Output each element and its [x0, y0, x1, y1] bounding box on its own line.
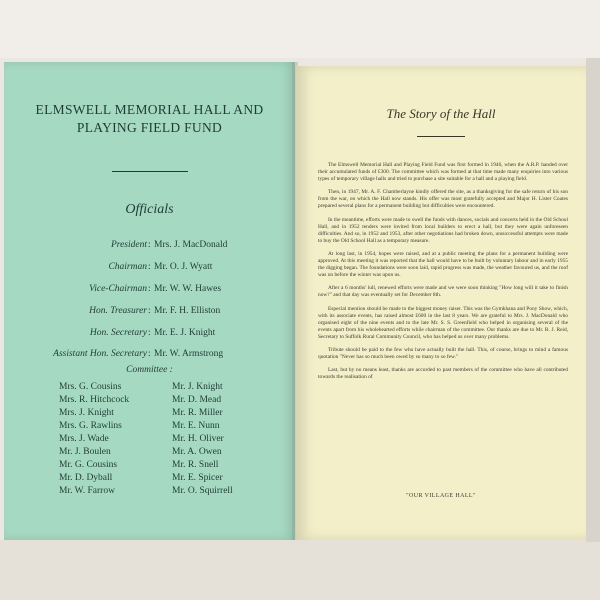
story-paragraph: After a 6 months' lull, renewed efforts were made and we were soon thinking "How long will it take to finish now?" and that day was eventually set for December 8th.: [318, 285, 568, 299]
committee-member: Mrs. R. Hitchcock: [59, 395, 130, 405]
story-paragraph: The Elmswell Memorial Hall and Playing Field Fund was first formed in 1946, when the A.R.P. handed over their accumulated funds of £300. The committee which was formed at that time made many enquiries into various types of temporary village halls and tried to purchase a site suitable for a hall and a playing field.: [318, 162, 568, 183]
story-paragraph: Last, but by no means least, thanks are accorded to past members of the committee who have all contributed towards the realisation of: [318, 367, 568, 381]
committee-member: Mr. O. Squirrell: [172, 486, 233, 496]
official-name: Mrs. J. MacDonald: [154, 240, 228, 250]
official-role: President: [110, 240, 147, 250]
story-paragraph: At long last, in 1954, hopes were raised, and at a public meeting the plans for a permanent building were approved. At this meeting it was reported that the hall would have to be built by voluntary labour and in early 1955 the digging began. The foundations were soon laid, rapid progress was made, the weather favoured us, and the roof was on before the winter was upon us.: [318, 250, 568, 279]
official-role: Vice-Chairman: [89, 284, 147, 294]
story-paragraph: Then, in 1947, Mr. A. F. Chamberlayne kindly offered the site, as a thanksgiving for the safe return of his son from the war, on which the Hall now stands. His offer was most gratefully accepted and Major H. Lister Coates prepared several plans for a permanent building but difficulties were encountered.: [318, 189, 568, 210]
left-page: [4, 62, 295, 540]
official-row: Chairman : Mr. O. J. Wyatt: [108, 262, 213, 272]
official-row: Vice-Chairman : Mr. W. W. Hawes: [89, 284, 222, 294]
committee-member: Mr. H. Oliver: [172, 434, 224, 444]
committee-member: Mrs. G. Cousins: [59, 382, 122, 392]
committee-member: Mr. D. Mead: [172, 395, 222, 405]
committee-member: Mr. J. Knight: [172, 382, 223, 392]
story-divider: [417, 136, 465, 137]
committee-member: Mr. J. Boulen: [59, 447, 111, 457]
official-row: President : Mrs. J. MacDonald: [110, 240, 228, 250]
story-paragraph: Especial mention should be made to the biggest money raiser. This was the Gymkhana and Pony Show, which, with its associate events, has raised almost £600 in the last 8 years. We are grateful to Mrs. J. MacDonald who organised eight of the nine events and to the late Mr. S. S. Greenfield who helped in organising several of the events apart from his wholehearted efforts while chairman of the committee. Our thanks are due to Mr. R. J. Reid, Secretary to Suffolk Rural Community Council, who has helped us over many problems.: [318, 305, 568, 340]
committee-member: Mr. W. Farrow: [59, 486, 115, 496]
committee-member: Mrs. G. Rawlins: [59, 421, 122, 431]
committee-heading: Committee :: [126, 365, 173, 375]
official-name: Mr. O. J. Wyatt: [154, 262, 213, 272]
background-top: [0, 0, 600, 58]
committee-member: Mr. A. Owen: [172, 447, 222, 457]
committee-list-left: [59, 382, 129, 499]
closing-line: "OUR VILLAGE HALL": [406, 493, 476, 499]
background-right: [586, 58, 600, 542]
official-role: Hon. Treasurer: [89, 306, 147, 316]
story-title: The Story of the Hall: [386, 106, 496, 121]
official-row: Hon. Secretary : Mr. E. J. Knight: [89, 328, 216, 338]
officials-heading: Officials: [125, 202, 174, 217]
official-role: Hon. Secretary: [89, 328, 147, 338]
official-name: Mr. E. J. Knight: [154, 328, 216, 338]
story-body: [318, 162, 568, 387]
right-page: [296, 66, 586, 540]
committee-member: Mr. E. Spicer: [172, 473, 223, 483]
committee-list-right: [172, 382, 233, 499]
official-role: Assistant Hon. Secretary: [53, 349, 147, 359]
official-row: Assistant Hon. Secretary : Mr. W. Armstrong: [53, 349, 224, 359]
story-paragraph: Tribute should be paid to the few who have actually built the hall. This, of course, brings to mind a famous quotation "Never has so much been owed by so many to so few.": [318, 346, 568, 361]
title-divider: [112, 171, 188, 172]
committee-member: Mr. D. Dyball: [59, 473, 113, 483]
committee-member: Mr. R. Snell: [172, 460, 219, 470]
official-name: Mr. W. Armstrong: [154, 349, 224, 359]
official-name: Mr. W. W. Hawes: [154, 284, 222, 294]
official-name: Mr. F. H. Elliston: [154, 306, 221, 316]
committee-member: Mr. R. Miller: [172, 408, 223, 418]
committee-member: Mrs. J. Wade: [59, 434, 109, 444]
fund-title-line2: PLAYING FIELD FUND: [76, 120, 223, 135]
committee-member: Mrs. J. Knight: [59, 408, 114, 418]
official-row: Hon. Treasurer : Mr. F. H. Elliston: [89, 306, 221, 316]
committee-member: Mr. G. Cousins: [59, 460, 118, 470]
fund-title-line1: ELMSWELL MEMORIAL HALL AND: [35, 102, 264, 117]
official-role: Chairman: [108, 262, 147, 272]
story-paragraph: In the meantime, efforts were made to swell the funds with dances, socials and concerts held in the Old School Hall, and in 1952 tenders were invited from local builders to erect a hall, but they were again unforeseen difficulties. And so, in 1952 and 1953, after other negotiations had broken down, unsuccessful attempts were made to buy the Old School Hall as a temporary measure.: [318, 216, 568, 244]
background-bottom: [0, 540, 600, 600]
committee-member: Mr. E. Nunn: [172, 421, 220, 431]
